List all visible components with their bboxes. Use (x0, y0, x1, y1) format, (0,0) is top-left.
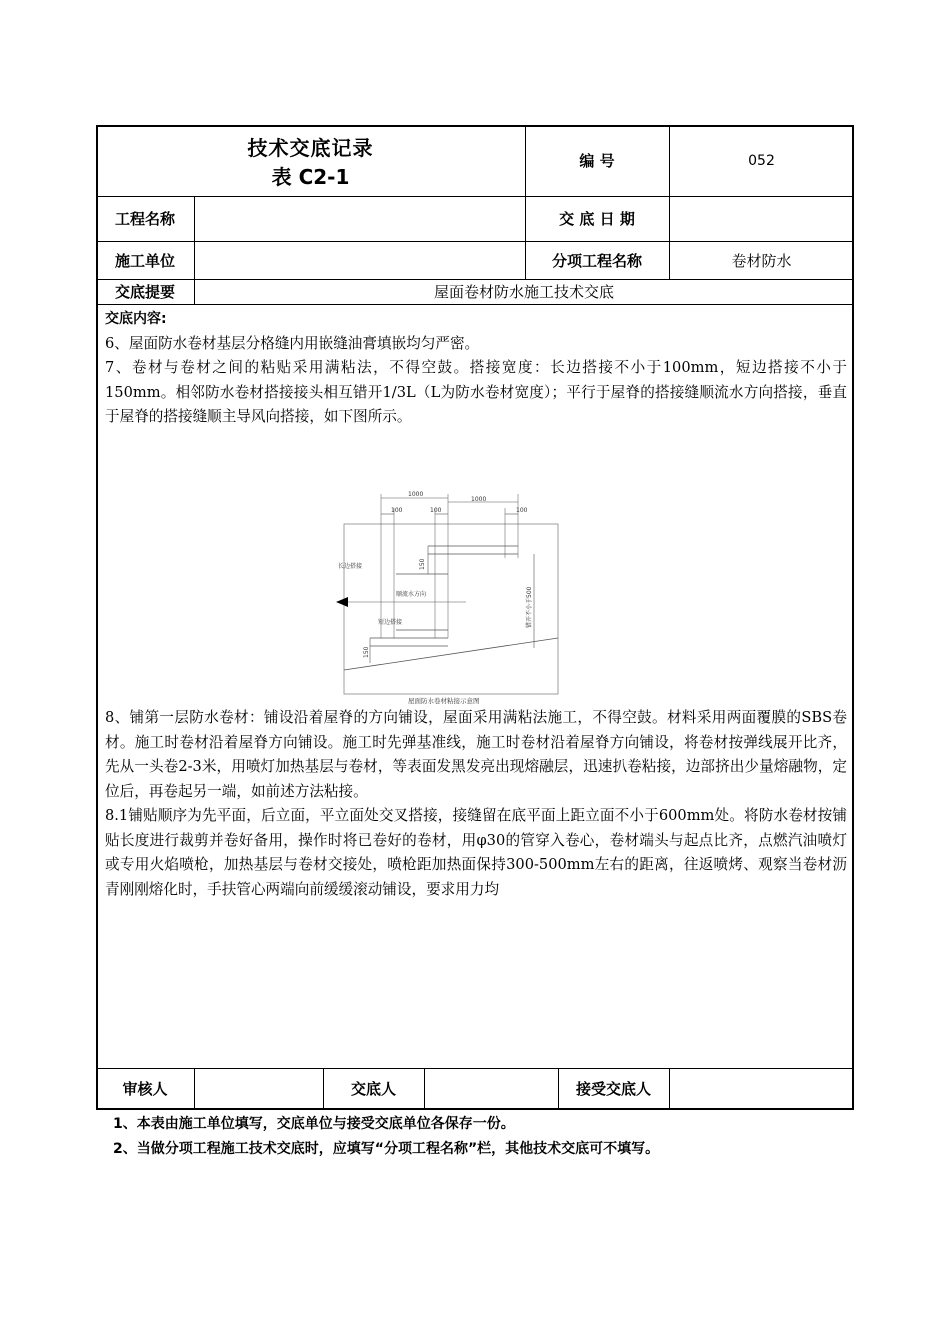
diagram-caption: 屋面防水卷材粘接示意图 (408, 697, 480, 705)
discloser-field[interactable] (424, 1068, 558, 1109)
footnote-2: 2、当做分项工程施工技术交底时，应填写“分项工程名称”栏，其他技术交底可不填写。 (113, 1141, 660, 1157)
date-field[interactable] (669, 196, 854, 241)
footnote-1: 1、本表由施工单位填写，交底单位与接受交底单位各保存一份。 (113, 1116, 515, 1132)
number-value[interactable]: 052 (748, 152, 775, 169)
form-title-line2: 表 C2-1 (271, 164, 350, 189)
discloser-label: 交底人 (350, 1080, 396, 1098)
project-name-field[interactable] (194, 196, 525, 241)
label-long-edge: 长边搭接 (338, 563, 363, 570)
content-item-7: 7、卷材与卷材之间的粘贴采用满粘法，不得空鼓。搭接宽度：长边搭接不小于100mm，短边搭接不小于150mm。相邻防水卷材搭接接头相互错开1/3L（L为防水卷材宽度）；平行于屋脊的搭接缝顺流水方向搭接，垂直于屋脊的搭接缝顺主导风向搭接，如下图所示。 (105, 359, 847, 425)
unit-label: 施工单位 (114, 251, 175, 270)
row-divider (96, 304, 854, 305)
disclosure-content (105, 307, 847, 430)
label-flow: 顺流水方向 (396, 591, 427, 598)
dim-1000-b: 1000 (471, 496, 487, 503)
receiver-label: 接受交底人 (575, 1080, 651, 1098)
membrane-lap-diagram (336, 488, 566, 708)
content-item-6: 6、屋面防水卷材基层分格缝内用嵌缝油膏填嵌均匀严密。 (105, 334, 480, 352)
dim-1000-a: 1000 (408, 491, 424, 498)
content-item-8-1: 8.1铺贴顺序为先平面，后立面，平立面处交叉搭接，接缝留在底平面上距立面不小于600mm处。将防水卷材按铺贴长度进行裁剪并卷好备用，操作时将已卷好的卷材，用φ30的管穿入卷心，卷材端头与起点比齐，点燃汽油喷灯或专用火焰喷枪，加热基层与卷材交接处，喷枪距加热面保持300-500mm左右的距离，往返喷烤、观察当卷材沥青刚刚熔化时，手扶管心两端向前缓缓滚动铺设，要求用力均 (105, 807, 847, 898)
summary-label: 交底提要 (114, 283, 175, 301)
slope-line (344, 638, 558, 670)
label-short-edge: 短边搭接 (378, 619, 403, 626)
dim-100-a: 100 (391, 507, 403, 514)
reviewer-field[interactable] (194, 1068, 323, 1109)
receiver-field[interactable] (669, 1068, 854, 1109)
subproject-label: 分项工程名称 (551, 251, 642, 270)
unit-field[interactable] (194, 241, 525, 279)
summary-field[interactable]: 屋面卷材防水施工技术交底 (433, 283, 614, 301)
content-item-8: 8、铺第一层防水卷材：铺设沿着屋脊的方向铺设，屋面采用满粘法施工，不得空鼓。材料采用两面覆膜的SBS卷材。施工时卷材沿着屋脊方向铺设。施工时先弹基准线，施工时卷材沿着屋脊方向铺设，将卷材按弹线展开比齐，先从一头卷2-3米，用喷灯加热基层与卷材，等表面发黑发亮出现熔融层，迅速扒卷粘接，边部挤出少量熔融物，定位后，再卷起另一端，如前述方法粘接。 (105, 709, 847, 800)
project-name-label: 工程名称 (114, 210, 175, 228)
form-title (96, 125, 525, 196)
flow-arrow-head (336, 597, 348, 607)
label-stagger: 错开不小于500 (526, 586, 533, 628)
dim-100-c: 100 (516, 507, 528, 514)
number-label: 编 号 (579, 152, 615, 170)
reviewer-label: 审核人 (122, 1080, 168, 1098)
subproject-field[interactable]: 卷材防水 (731, 251, 792, 270)
label-150-a: 150 (419, 558, 426, 570)
dim-100-b: 100 (430, 507, 442, 514)
content-lead: 交底内容: (105, 311, 167, 327)
label-150-b: 150 (363, 646, 370, 658)
form-title-line1: 技术交底记录 (247, 135, 374, 160)
date-label: 交 底 日 期 (559, 210, 635, 228)
disclosure-content-continued (105, 706, 847, 902)
